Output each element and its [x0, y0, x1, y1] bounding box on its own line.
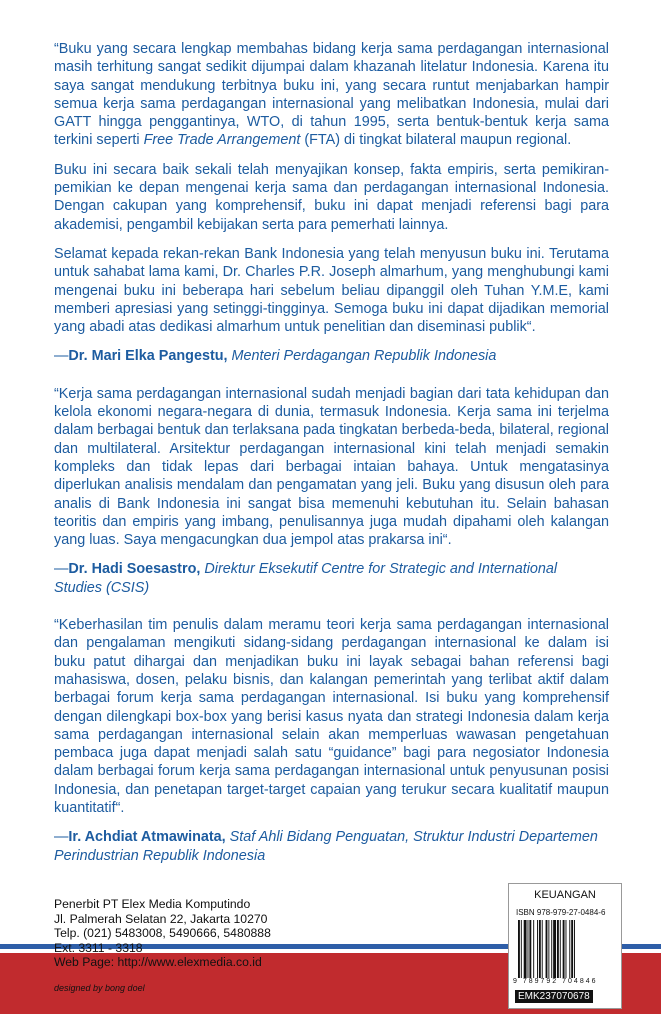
publisher-web: Web Page: http://www.elexmedia.co.id [54, 955, 262, 970]
barcode-bar [569, 920, 570, 978]
barcode-bar [529, 920, 531, 978]
barcode-bar [539, 920, 541, 978]
endorser-title: Staf Ahli Bidang Penguatan, Struktur Industri Departemen Perindustrian Republik Indonesia [54, 829, 598, 864]
endorsement-3-paragraph-1: “Keberhasilan tim penulis dalam meramu teori kerja sama perdagangan internasional dan pengalaman mengikuti sidang-sidang perdagangan internasional ke dalam isi buku patut dihargai dan menjadikan buku ini layak sebagai bahan referensi bagi mahasiswa, dosen, pelaku bisnis, dan kalangan pemerintah yang terlibat aktif dalam berbagai forum kerja sama perdagangan internasional. Isi buku yang komprehensif dengan dilengkapi box-box yang berisi kasus nyata dan strategi Indonesia dalam kerja sama perdagangan internasional selain akan memperluas wawasan pengetahuan pembaca juga dapat menjadi salah satu “guidance” bagi para negosiator Indonesia dalam berbagai forum kerja sama perdagangan internasional untuk penyusunan posisi Indonesia, dan penetapan target-target capaian yang terukur secara kualitatif maupun kuantitatif“. [54, 617, 609, 816]
publisher-ext: Ext. 3311 - 3318 [54, 940, 143, 955]
barcode-bar [548, 920, 549, 978]
publisher-info [54, 897, 354, 970]
publisher-address: Jl. Palmerah Selatan 22, Jakarta 10270 [54, 911, 268, 926]
barcode-bar [528, 920, 529, 978]
barcode-bar [553, 920, 556, 978]
barcode-bar [546, 920, 548, 978]
barcode-bar [571, 920, 573, 978]
endorsement-2-attribution: —Dr. Hadi Soesastro, Direktur Eksekutif Centre for Strategic and International Studies (CSIS) [54, 561, 558, 596]
barcode-digits: 9 789792 704846 [513, 978, 598, 985]
endorsement-2-paragraph-1: “Kerja sama perdagangan internasional sudah menjadi bagian dari tata kehidupan dan kelola ekonomi negara-negara di dunia, termasuk Indonesia. Kerja sama ini terjelma dalam berbagai bentuk dan terlaksana pada tingkatan berbeda-beda, bilateral, regional dan multilateral. Arsitektur perdagangan internasional kini telah menjadi semakin kompleks dan tidak lepas dari berbagai intaian bahaya. Untuk mengatasinya diperlukan analisis mendalam dan pengamatan yang jeli. Buku yang disusun oleh para analis di Bank Indonesia ini sangat bisa memenuhi kebutuhan itu. Selain bahasan teoritis dan empiris yang imbang, penulisannya juga mudah dipahami oleh kalangan yang luas. Saya mengacungkan dua jempol atas prakarsa ini“. [54, 385, 609, 549]
endorser-name: Dr. Mari Elka Pangestu, [68, 348, 228, 365]
designer-credit: designed by bong doel [54, 983, 145, 993]
barcode-bar [557, 920, 559, 978]
publisher-name: Penerbit PT Elex Media Komputindo [54, 897, 251, 911]
barcode-bar [563, 920, 565, 978]
endorser-title: Menteri Perdagangan Republik Indonesia [231, 348, 497, 365]
barcode-bars [517, 920, 613, 978]
category-label: KEUANGAN [534, 889, 596, 901]
barcode-bar [560, 920, 561, 978]
barcode-bar [566, 920, 567, 978]
endorsement-1-paragraph-1: “Buku yang secara lengkap membahas bidang kerja sama perdagangan internasional masih terhitung sangat sedikit dijumpai dalam khazanah litelatur Indonesia. Karena itu saya sangat mendukung terbitnya buku ini, yang secara runtut menjabarkan hampir semua kerja sama perdagangan internasional yang melibatkan Indonesia, mulai dari GATT hingga penggantinya, WTO, di tahun 1995, serta bentuk-bentuk kerja sama terkini seperti Free Trade Arrangement (FTA) di tingkat bilateral maupun regional. [54, 41, 609, 149]
barcode-bar [574, 920, 575, 978]
barcode-bar [518, 920, 520, 978]
barcode-bar [521, 920, 522, 978]
barcode-bar [537, 920, 538, 978]
isbn-label: ISBN 978-979-27-0484-6 [516, 908, 606, 917]
endorsement-3-attribution: —Ir. Achdiat Atmawinata, Staf Ahli Bidang Penguatan, Struktur Industri Departemen Perindustrian Republik Indonesia [54, 829, 598, 864]
endorser-name: Dr. Hadi Soesastro, [68, 561, 201, 578]
barcode-panel [508, 883, 622, 1009]
barcode-bar [542, 920, 543, 978]
endorsement-1-paragraph-2: Buku ini secara baik sekali telah menyajikan konsep, fakta empiris, serta pemikiran-pemikian ke depan mengenai kerja sama dan perdagangan internasional Indonesia. Dengan cakupan yang komprehensif, buku ini dapat menjadi referensi bagi para akademisi, pengambil kebijakan serta para pemerhati lainnya. [54, 161, 609, 233]
endorser-name: Ir. Achdiat Atmawinata, [68, 829, 226, 846]
endorsements [54, 40, 609, 865]
product-code: EMK237070678 [515, 990, 593, 1003]
barcode-bar [524, 920, 527, 978]
barcode-bar [551, 920, 552, 978]
publisher-phone: Telp. (021) 5483008, 5490666, 5480888 [54, 926, 271, 941]
endorsement-1-attribution: —Dr. Mari Elka Pangestu, Menteri Perdagangan Republik Indonesia [54, 348, 497, 365]
endorsement-1-paragraph-3: Selamat kepada rekan-rekan Bank Indonesia yang telah menyusun buku ini. Terutama untuk sahabat lama kami, Dr. Charles P.R. Joseph almarhum, yang menghubungi kami mengenai buku ini beberapa hari sebelum beliau dipanggil oleh Tuhan Y.M.E, kami memberi apresiasi yang setinggi-tingginya. Semoga buku ini dapat dijadikan memorial yang abadi atas dedikasi almarhum untuk penelitian dan diseminasi publik“. [54, 245, 609, 336]
endorser-title: Direktur Eksekutif Centre for Strategic and International Studies (CSIS) [54, 561, 558, 596]
barcode-bar [533, 920, 534, 978]
